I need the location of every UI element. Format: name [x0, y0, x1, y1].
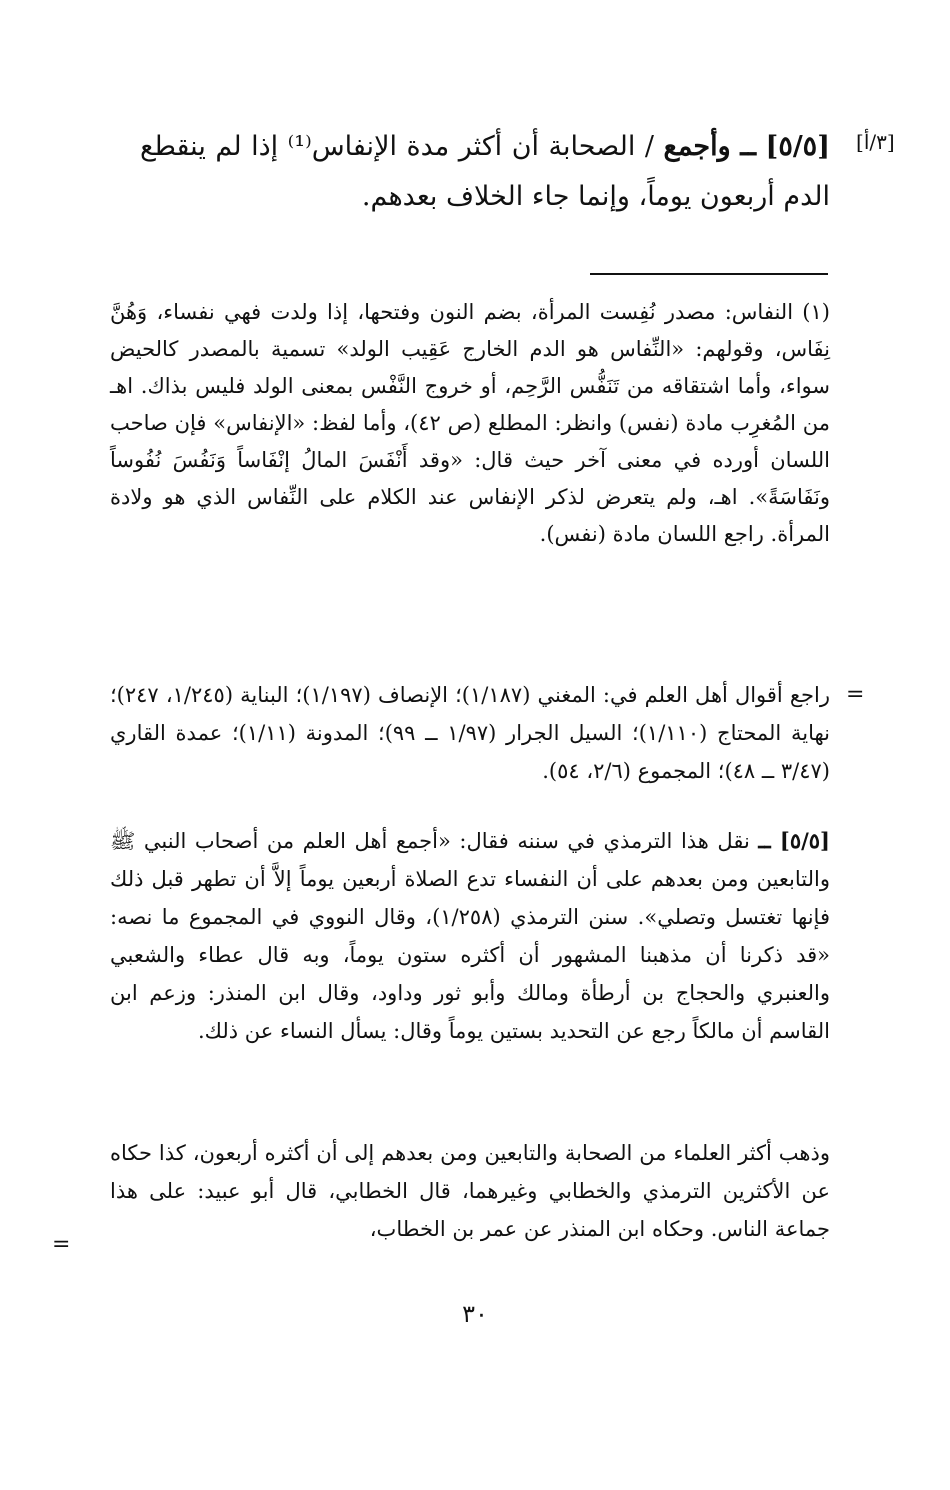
footnote-1: [110, 294, 830, 553]
footnote-1-number: (١): [802, 300, 830, 324]
main-text: / الصحابة أن أكثر مدة الإنفاس⁽¹⁾ إذا لم ينقطع الدم أربعون يوماً، وإنما جاء الخلاف بعدهم.: [140, 131, 830, 212]
footnote-3: [110, 822, 830, 1050]
page-number: ٣٠: [462, 1300, 488, 1328]
footnote-2: [110, 676, 830, 790]
continuation-mark-top: =: [846, 682, 865, 707]
footnote-3-ref: [٥/٥] ــ: [758, 828, 830, 853]
footnote-divider: [590, 273, 828, 275]
footnote-4-text: وذهب أكثر العلماء من الصحابة والتابعين ومن بعدهم إلى أن أكثره أربعون، كذا حكاه عن الأكثرين الترمذي والخطابي وغيرهما، قال الخطابي، قال أبو عبيد: على هذا جماعة الناس. وحكاه ابن المنذر عن عمر بن الخطاب،: [110, 1141, 830, 1241]
main-ref: [٥/٥]: [765, 131, 830, 162]
continuation-mark-bottom: =: [52, 1232, 71, 1257]
side-marker: [٣/أ]: [856, 130, 895, 154]
footnote-2-text: راجع أقوال أهل العلم في: المغني (١/١٨٧)؛ الإنصاف (١/١٩٧)؛ البناية (١/٢٤٥، ٢٤٧)؛ نهاية المحتاج (١/١١٠)؛ السيل الجرار (١/٩٧ ــ ٩٩)؛ المدونة (١/١١)؛ عمدة القاري (٣/٤٧ ــ ٤٨)؛ المجموع (٢/٦، ٥٤).: [110, 683, 831, 783]
footnote-3-text: نقل هذا الترمذي في سننه فقال: «أجمع أهل العلم من أصحاب النبي ﷺ والتابعين ومن بعدهم على أن النفساء تدع الصلاة أربعين يوماً إلاَّ أن تطهر قبل ذلك فإنها تغتسل وتصلي». سنن الترمذي (١/٢٥٨)، وقال النووي في المجموع ما نصه: «قد ذكرنا أن مذهبنا المشهور أن أكثره ستون يوماً، وبه قال عطاء والشعبي والعنبري والحجاج بن أرطأة ومالك وأبو ثور وداود، وقال ابن المنذر: وزعم ابن القاسم أن مالكاً رجع عن التحديد بستين يوماً وقال: يسأل النساء عن ذلك.: [110, 829, 830, 1043]
main-lead: وأجمع: [663, 131, 731, 162]
footnote-1-text: النفاس: مصدر نُفِست المرأة، بضم النون وفتحها، إذا ولدت فهي نفساء، وَهُنَّ نِفَاس، وقولهم: «النِّفاس هو الدم الخارج عَقِيب الولد» تسمية بالمصدر كالحيض سواء، وأما اشتقاقه من تَنَفُّس الرَّحِم، أو خروج النَّفْس بمعنى الولد فليس بذاك. اهـ من المُغرِب مادة (نفس) وانظر: المطلع (ص ٤٢)، وأما لفظ: «الإنفاس» فإن صاحب اللسان أورده في معنى آخر حيث قال: «وقد أَنْفَسَ المالُ إنْفَاساً وَنَفُسَ نُفُوساً ونَفَاسَةً». اهـ، ولم يتعرض لذكر الإنفاس عند الكلام على النِّفاس الذي هو ولادة المرأة. راجع اللسان مادة (نفس).: [110, 300, 830, 546]
main-paragraph: [140, 122, 830, 222]
main-dash: ــ: [740, 131, 757, 162]
footnote-4: [110, 1134, 830, 1248]
